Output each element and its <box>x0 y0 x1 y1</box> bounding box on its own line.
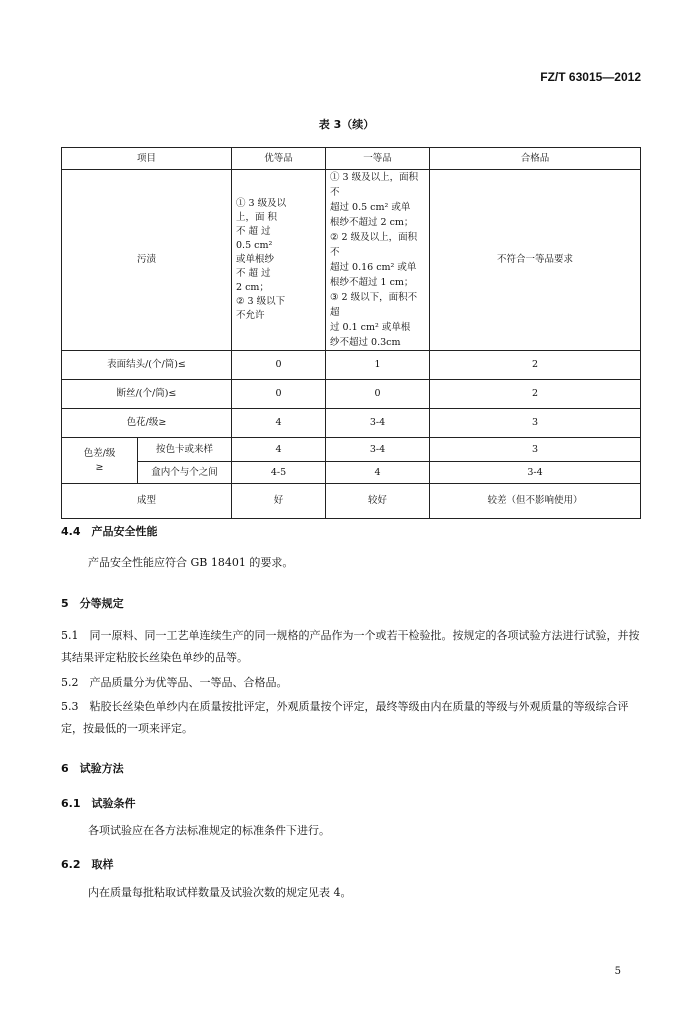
row-first: 3-4 <box>326 438 430 462</box>
section-6-1-heading: 6.1 试验条件 <box>61 797 136 810</box>
color-diff-sub-label: 盒内个与个之间 <box>138 462 232 484</box>
row-premium: 4 <box>232 438 326 462</box>
row-label: 断丝/(个/筒)≤ <box>62 380 232 409</box>
page-number: 5 <box>614 966 621 977</box>
table-row <box>62 351 641 380</box>
table-title: 表 3（续） <box>318 118 375 131</box>
header-premium: 优等品 <box>232 148 326 170</box>
header-item: 项目 <box>62 148 232 170</box>
stain-qualified: 不符合一等品要求 <box>430 170 641 351</box>
row-label: 表面结头/(个/筒)≤ <box>62 351 232 380</box>
table-row <box>62 484 641 519</box>
forming-label: 成型 <box>62 484 232 519</box>
section-6-2-text: 内在质量每批粘取试样数量及试验次数的规定见表 4。 <box>88 886 352 899</box>
row-first: 1 <box>326 351 430 380</box>
row-premium: 4 <box>232 409 326 438</box>
row-premium: 0 <box>232 380 326 409</box>
table-row <box>62 438 641 462</box>
row-qualified: 2 <box>430 351 641 380</box>
forming-first: 较好 <box>326 484 430 519</box>
color-diff-sub-label: 按色卡或来样 <box>138 438 232 462</box>
table-header-row <box>62 148 641 170</box>
table-row <box>62 170 641 351</box>
color-diff-label: 色差/级 ≥ <box>62 438 138 484</box>
header-qualified: 合格品 <box>430 148 641 170</box>
forming-qualified: 较差（但不影响使用） <box>430 484 641 519</box>
row-premium: 4-5 <box>232 462 326 484</box>
row-first: 0 <box>326 380 430 409</box>
table-row <box>62 409 641 438</box>
forming-premium: 好 <box>232 484 326 519</box>
row-premium: 0 <box>232 351 326 380</box>
row-first: 4 <box>326 462 430 484</box>
row-qualified: 3-4 <box>430 462 641 484</box>
row-first: 3-4 <box>326 409 430 438</box>
row-qualified: 3 <box>430 409 641 438</box>
row-qualified: 2 <box>430 380 641 409</box>
section-5-heading: 5 分等规定 <box>61 597 124 610</box>
stain-label: 污渍 <box>62 170 232 351</box>
header-first: 一等品 <box>326 148 430 170</box>
standard-code: FZ/T 63015—2012 <box>540 70 641 84</box>
stain-premium: ① 3 级及以 上，面 积 不 超 过 0.5 cm² 或单根纱 不 超 过 2 cm； ② 3 级以下 不允许 <box>232 170 326 351</box>
table-row <box>62 462 641 484</box>
section-4-4-text: 产品安全性能应符合 GB 18401 的要求。 <box>88 556 294 569</box>
section-5-3-text: 5.3 粘胶长丝染色单纱内在质量按批评定，外观质量按个评定，最终等级由内在质量的等级与外观质量的等级综合评定，按最低的一项来评定。 <box>61 700 629 735</box>
grading-table <box>61 147 641 519</box>
section-6-2-heading: 6.2 取样 <box>61 858 114 871</box>
section-6-1-text: 各项试验应在各方法标准规定的标准条件下进行。 <box>88 824 330 837</box>
section-5-2-text: 5.2 产品质量分为优等品、一等品、合格品。 <box>61 676 288 689</box>
section-4-4-heading: 4.4 产品安全性能 <box>61 525 158 538</box>
row-qualified: 3 <box>430 438 641 462</box>
row-label: 色花/级≥ <box>62 409 232 438</box>
stain-first: ① 3 级及以上，面积不 超过 0.5 cm² 或单 根纱不超过 2 cm； ② 2 级及以上，面积不 超过 0.16 cm² 或单 根纱不超过 1 cm； ③ 2 级以下，面积不超 过 0.1 cm² 或单根 纱不超过 0.3cm <box>326 170 430 351</box>
section-5-1-text: 5.1 同一原料、同一工艺单连续生产的同一规格的产品作为一个或若干检验批。按规定的各项试验方法进行试验，并按其结果评定粘胶长丝染色单纱的品等。 <box>61 629 640 664</box>
section-6-heading: 6 试验方法 <box>61 762 124 775</box>
table-row <box>62 380 641 409</box>
